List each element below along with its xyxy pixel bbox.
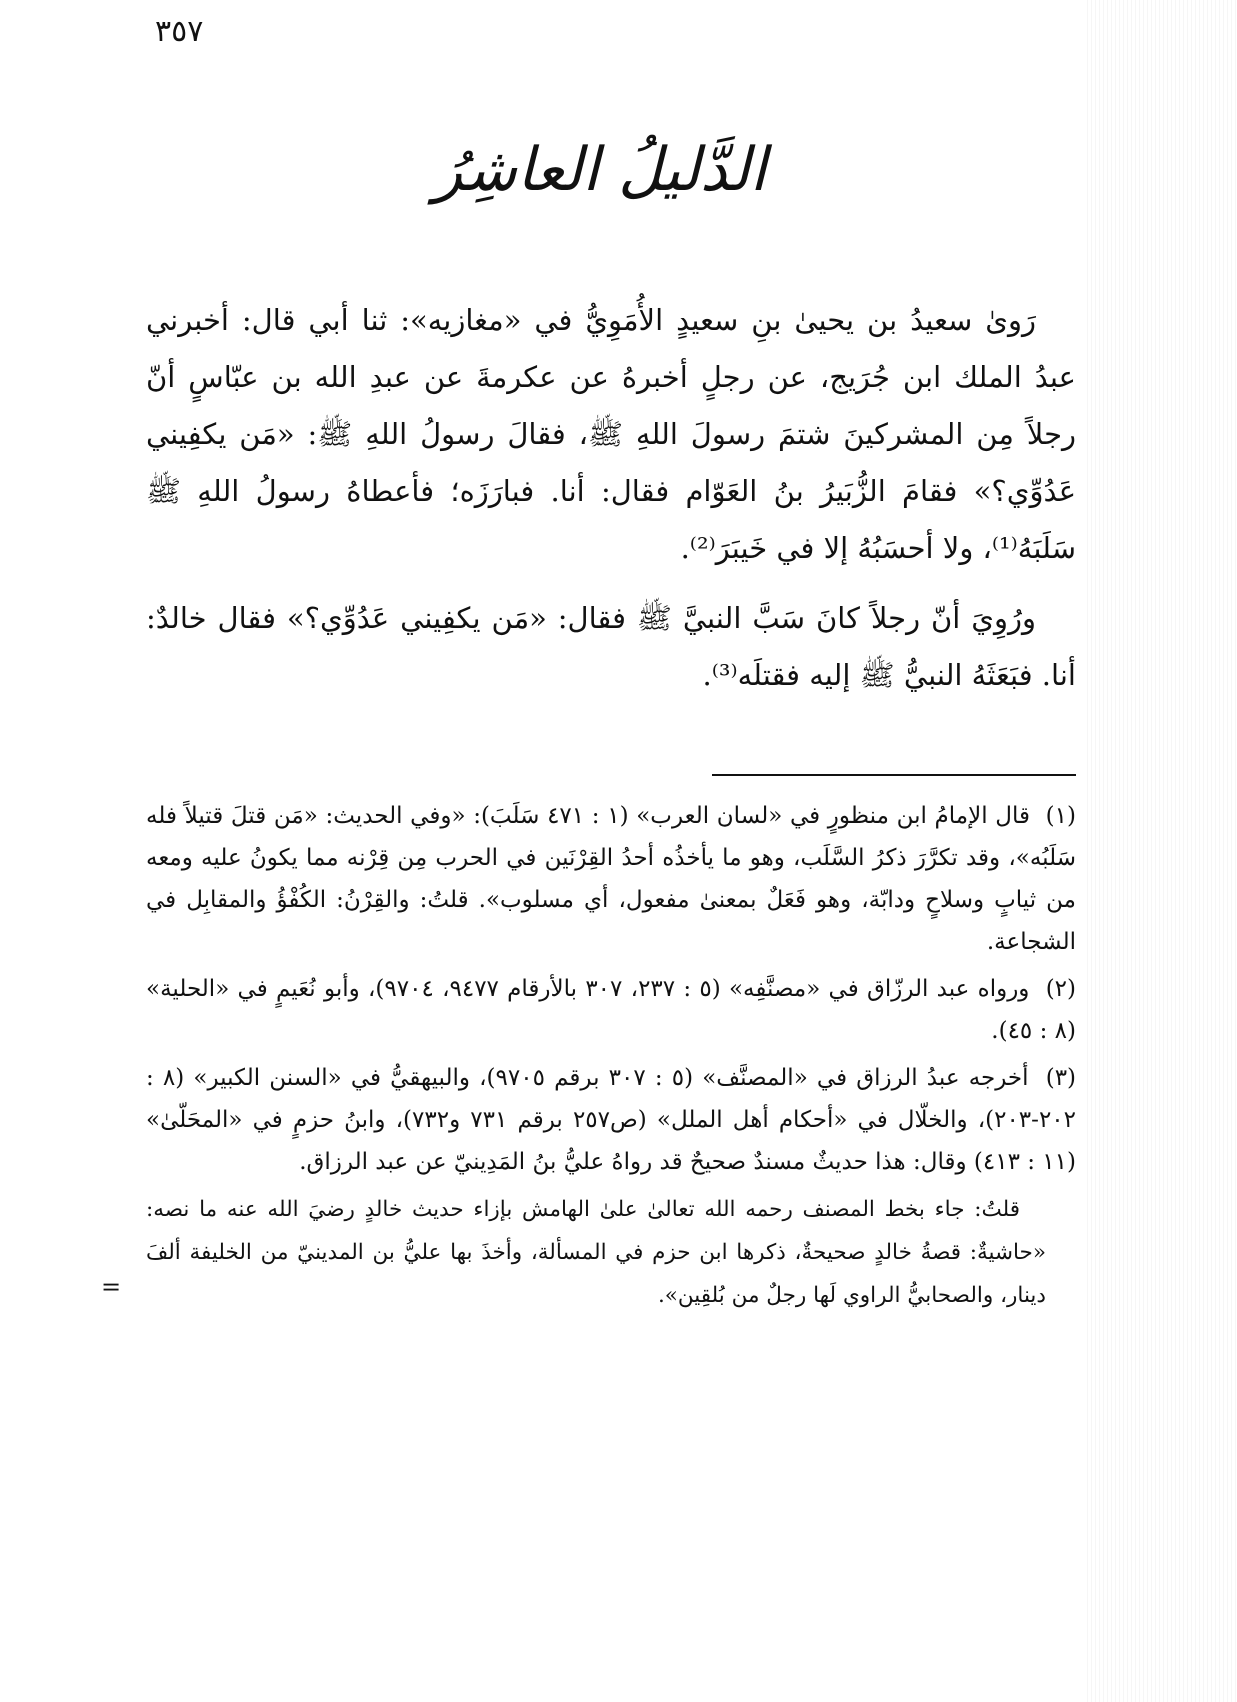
editor-comment [101,1188,1046,1317]
page-number: ٣٥٧ [155,14,204,49]
footnote-1-text: قال الإمامُ ابن منظورٍ في «لسان العرب» (١ : ٤٧١ سَلَبَ): «وفي الحديث: «مَن قتلَ قتيلاً فله سَلَبُه»، وقد تكرَّرَ ذكرُ السَّلَب، وهو ما يأخذُه أحدُ القِرْنَين في الحرب مِن قِرْنه مما يكونُ عليه ومعه من ثيابٍ وسلاحٍ ودابّة، وهو فَعَلٌ بمعنىٰ مفعول، أي مسلوب». قلتُ: والقِرْنُ: الكُفْؤُ والمقابِل في الشجاعة. [146,803,1076,955]
scan-edge-texture [1087,0,1237,1702]
footnote-3-marker: (٣) [1045,1065,1077,1091]
footnote-2-marker: (٢) [1045,976,1077,1002]
body-paragraph-2: ورُوِيَ أنّ رجلاً كانَ سَبَّ النبيَّ ﷺ فقال: «مَن يكفِيني عَدُوِّي؟» فقال خالدٌ: أنا. فبَعَثَهُ النبيُّ ﷺ إليه فقتلَه⁽³⁾. [146,601,1076,692]
footnote-1-marker: (١) [1045,803,1076,829]
main-text [146,292,1076,717]
continuation-mark: = [101,1273,122,1301]
chapter-title: الدَّليلُ العاشِرُ [433,135,767,205]
footnote-2 [146,968,1076,1052]
footnote-2-text: ورواه عبد الرزّاق في «مصنَّفِه» (٥ : ٢٣٧، ٣٠٧ بالأرقام ٩٤٧٧، ٩٧٠٤)، وأبو نُعَيمٍ في «الحلية» (٨ : ٤٥). [146,976,1076,1044]
footnote-3 [146,1057,1076,1183]
footnote-1 [146,795,1076,963]
footnote-separator-rule [712,774,1076,776]
editor-comment-text: قلتُ: جاء بخط المصنف رحمه الله تعالىٰ علىٰ الهامش بإزاء حديث خالدٍ رضيَ الله عنه ما نصه: «حاشيةٌ: قصةُ خالدٍ صحيحةٌ، ذكرها ابن حزم في المسألة، وأخذَ بها عليُّ بن المدينيّ من الخليفة ألفَ دينار، والصحابيُّ الراوي لَها رجلٌ من بُلقِين». [146,1197,1046,1308]
body-paragraph-1: رَوىٰ سعيدُ بن يحيىٰ بنِ سعيدٍ الأُمَوِيُّ في «مغازيه»: ثنا أبي قال: أخبرني عبدُ الملك ابن جُرَيج، عن رجلٍ أخبرهُ عن عكرمةَ عن عبدِ الله بن عبّاسٍ أنّ رجلاً مِن المشركينَ شتمَ رسولَ اللهِ ﷺ، فقالَ رسولُ اللهِ ﷺ: «مَن يكفِيني عَدُوِّي؟» فقامَ الزُّبَيرُ بنُ العَوّام فقال: أنا. فبارَزَه؛ فأعطاهُ رسولُ اللهِ ﷺ سَلَبَهُ⁽¹⁾، ولا أحسَبُهُ إلا في خَيبَرَ⁽²⁾. [146,303,1076,565]
footnotes [101,795,1077,1317]
footnote-3-text: أخرجه عبدُ الرزاق في «المصنَّف» (٥ : ٣٠٧ برقم ٩٧٠٥)، والبيهقيُّ في «السنن الكبير» (٨ : ٢٠٢-٢٠٣)، والخلّال في «أحكام أهل الملل» (ص٢٥٧ برقم ٧٣١ و٧٣٢)، وابنُ حزمٍ في «المحَلّىٰ» (١١ : ٤١٣) وقال: هذا حديثٌ مسندٌ صحيحٌ قد رواهُ عليُّ بنُ المَدِينيّ عن عبد الرزاق. [146,1065,1076,1175]
